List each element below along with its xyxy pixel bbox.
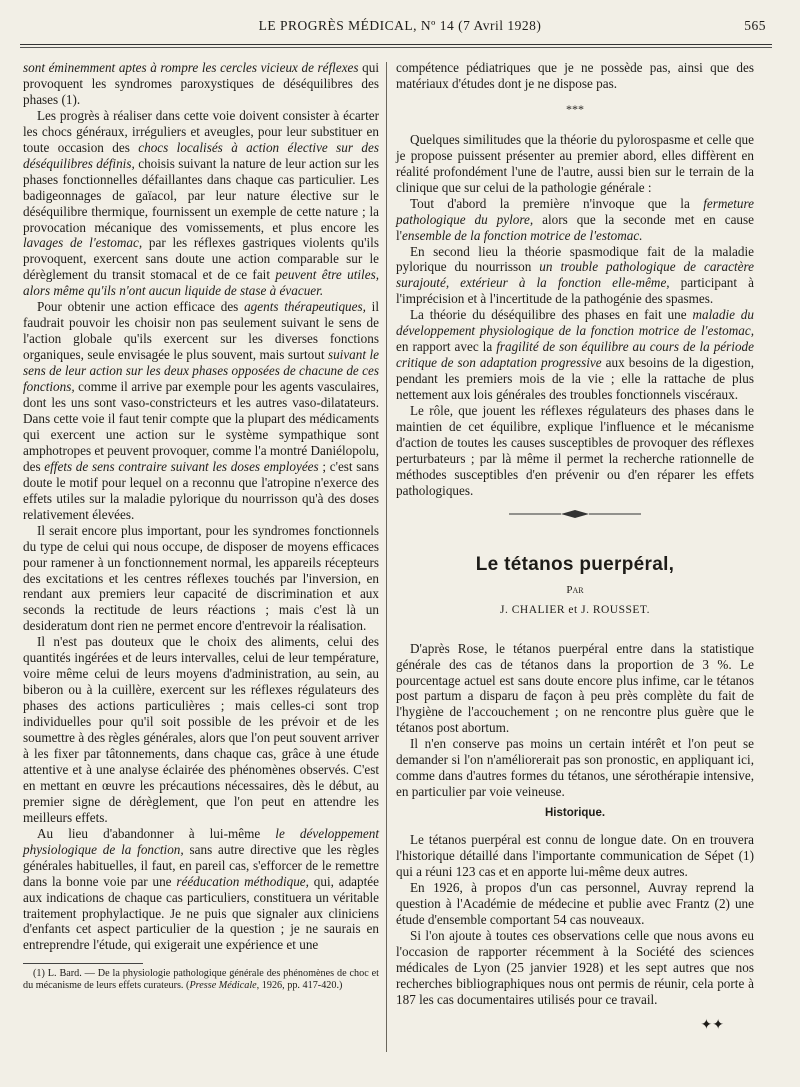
footnote-rule xyxy=(23,963,143,964)
paragraph: Il n'est pas douteux que le choix des aliments, celui des quantités ingérées et de leurs intervalles, celui de leur température, voire même celui de leurs moyens d'administration, au sein, au biberon ou à la cuillère, exercent sur les réflexes régulateurs des phases des actions particulières ; mais celles-ci sont trop individuelles pour qu'il soit possible de les prévoir et de les soumettre à des règles générales, alors que l'on peut souvent arriver à les fixer par tâtonnements, dans chaque cas, grâce à une étude attentive et à une analyse éclairée des phénomènes observés. C'est en mettant en œuvre les précautions nécessaires, dès le début, au premier signe de dérèglement, que l'on peut en attendre les meilleurs effets. xyxy=(23,634,379,825)
column-divider xyxy=(386,62,387,1052)
paragraph: Il n'en conserve pas moins un certain intérêt et l'on peut se demander si l'on n'améliorerait pas son pronostic, en appliquant ici, comme dans d'autres formes du tétanos, une sérothérapie intensive, en particulier par voie veineuse. xyxy=(396,736,754,800)
paragraph: Il serait encore plus important, pour les syndromes fonctionnels du type de celui qui nous occupe, de disposer de moyens efficaces pour ramener à un fonctionnement normal, les appareils récepteurs des excitations et les centres réflexes touchés par l'inversion, en rendant aux premiers leur capacité de discrimination et aux seconds la rectitude de leurs réactions ; mais c'est là un desideratum dont rien ne permet encore d'entrevoir la réalisation. xyxy=(23,522,379,634)
page-number: 565 xyxy=(744,18,766,33)
left-column xyxy=(23,60,379,992)
paragraph: Tout d'abord la première n'invoque que la fermeture pathologique du pylore, alors que la seconde met en cause l'ensemble de la fonction motrice de l'estomac. xyxy=(396,195,754,243)
paragraph: La théorie du déséquilibre des phases en fait une maladie du développement physiologique de la fonction motrice de l'estomac, en rapport avec la fragilité de son équilibre au cours de la période critique de son adaptation progressive aux besoins de la digestion, pendant les premiers mois de la vie ; elle la rattache de plus nettement aux lois générales des troubles fonctionnels viscéraux. xyxy=(396,307,754,403)
byline-authors: J. CHALIER et J. ROUSSET. xyxy=(500,603,650,616)
article-title: Le tétanos puerpéral, xyxy=(475,553,675,575)
section-stars: *** xyxy=(566,101,584,116)
paragraph: Pour obtenir une action efficace des agents thérapeutiques, il faudrait pouvoir les choisir non pas seulement suivant le sens de l'action globale qu'ils exercent sur les diverses fonctions organiques, seule envisagée le plus souvent, mais surtout suivant le sens de leur action sur les deux phases opposées de chacune de ces fonctions, comme il arrive par exemple pour les agents vasculaires, dont les uns sont vaso-constricteurs et les autres vaso-dilatateurs. Dans cette voie il faut tenir compte que la plupart des médicaments qui exercent une action sur le système sympathique sont amphotropes et peuvent provoquer, comme l'a montré Daniélopolu, des effets de sens contraire suivant les doses employées ; c'est sans doute le motif pour lequel on a reconnu que l'atropine n'exerce des effets utiles sur la maladie pylorique du nourrisson qu'à des doses relativement élevées. xyxy=(23,299,379,522)
paragraph: En second lieu la théorie spasmodique fait de la maladie pylorique du nourrisson un trouble pathologique de caractère surajouté, extérieur à la fonction elle-même, participant à l'imprécision et à l'incertitude de la pathogénie des spasmes. xyxy=(396,243,754,307)
right-column xyxy=(396,60,754,1034)
paragraph: Les progrès à réaliser dans cette voie doivent consister à écarter les chocs généraux, irréguliers et aveugles, pour leur substituer en toute occasion des chocs localisés à action élective sur des déséquilibres définis, choisis suivant la nature de leur action sur les phases fonctionnelles défaillantes dans chaque cas particulier. Les badigeonnages de gaïacol, par leur nature élective sur le déséquilibre thermique, fournissent un exemple de cette nature ; la provocation mécanique des vomissements, et plus encore les lavages de l'estomac, par les réflexes gastriques violents qu'ils provoquent, exercent sans doute une action comparable sur le dérèglement du transit stomacal et de ce fait peuvent être utiles, alors même qu'ils n'ont aucun liquide de stase à évacuer. xyxy=(23,107,380,299)
paragraph: Le tétanos puerpéral est connu de longue date. On en trouvera l'historique détaillé dans l'importante communication de Sépet (1) qui a réuni 123 cas et en apporte lui-même deux autres. xyxy=(396,832,754,879)
ornament-divider xyxy=(396,507,754,523)
byline-par: Par xyxy=(566,583,584,596)
journal-title: LE PROGRÈS MÉDICAL, Nº 14 (7 Avril 1928) xyxy=(258,18,542,33)
paragraph: compétence pédiatriques que je ne possède pas, ainsi que des matériaux d'études dont je ne dispose pas. xyxy=(396,60,754,91)
running-header xyxy=(20,18,780,40)
header-rule xyxy=(20,44,772,48)
footnote: (1) L. Bard. — De la physiologie pathologique générale des phénomènes de choc et du mécanisme de leurs effets curateurs. (Presse Médicale, 1926, pp. 417-420.) xyxy=(23,968,379,992)
paragraph: Le rôle, que jouent les réflexes régulateurs des phases dans le maintien de cet équilibre, explique l'influence et le mécanisme d'action de toutes les causes susceptibles de provoquer des réflexes perturbateurs ; par là même il permet la recherche rationnelle de méthodes susceptibles d'en prévenir ou d'en réparer les effets pathologiques. xyxy=(396,403,754,498)
paragraph: sont éminemment aptes à rompre les cercles vicieux de réflexes qui provoquent les syndromes paroxystiques de déséquilibres des phases (1). xyxy=(23,60,379,107)
section-heading: Historique. xyxy=(544,807,606,820)
end-ornament-icon: ✦✦ xyxy=(700,1017,724,1033)
paragraph: Au lieu d'abandonner à lui-même le développement physiologique de la fonction, sans autre directive que les règles générales habituelles, il faut, en pareil cas, s'efforcer de le remettre dans la bonne voie par une rééducation méthodique, qui, adaptée aux indications de chaque cas particuliers, constituera un véritable traitement prophylactique. Je ne puis que signaler aux cliniciens d'enfants cet aspect particulier de la question ; je ne saurais en entreprendre l'étude, qui exigerait une expérience et une xyxy=(23,825,380,953)
paragraph: Quelques similitudes que la théorie du pylorospasme et celle que je propose puissent présenter au premier abord, elles diffèrent en réalité profondément l'une de l'autre, aussi bien sur le terrain de la clinique que sur celui de la pathologie générale : xyxy=(396,131,754,195)
paragraph: En 1926, à propos d'un cas personnel, Auvray reprend la question à l'Académie de médecine et publie avec Frantz (2) une étude d'ensemble comportant 54 cas nouveaux. xyxy=(396,879,754,927)
paragraph: Si l'on ajoute à toutes ces observations celle que nous avons eu l'occasion de rapporter récemment à la Société des sciences médicales de Lyon (25 janvier 1928) et les sept autres que nos recherches bibliographiques nous ont permis de réunir, cela porte à 187 les cas documentaires utilisés pour ce travail. xyxy=(396,927,754,1007)
paragraph: D'après Rose, le tétanos puerpéral entre dans la statistique générale des cas de tétanos dans la proportion de 3 %. Le pourcentage actuel est sans doute encore plus infime, car le tétanos post partum a disparu de façon à peu près complète du fait de l'hygiène de l'accouchement ; on ne rencontre plus guère que le tétanos post abortum. xyxy=(396,640,754,736)
